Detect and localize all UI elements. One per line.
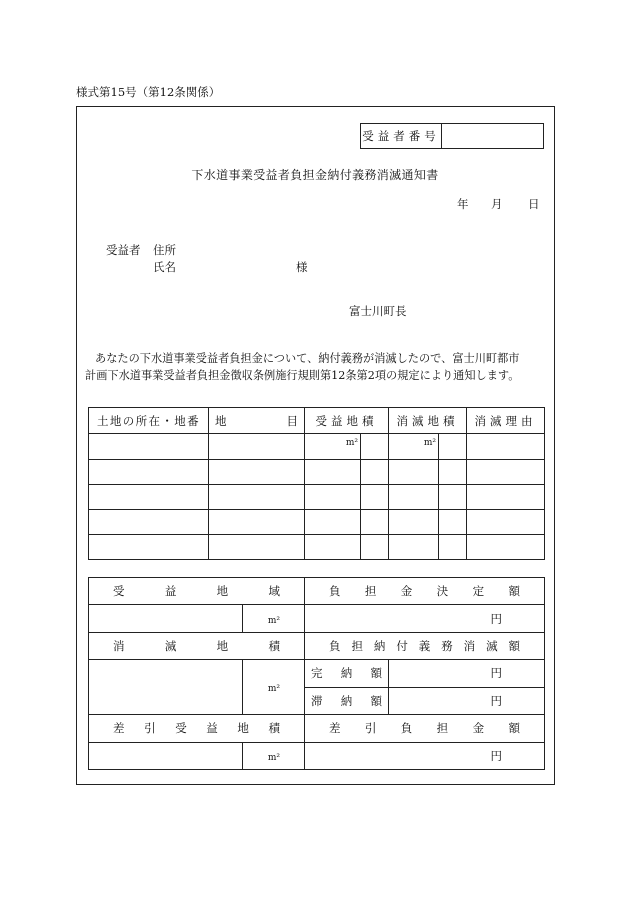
- address-label: 住所: [153, 243, 176, 257]
- label-char: 滅: [486, 639, 498, 654]
- extinct-area-cell[interactable]: [389, 510, 439, 535]
- body-line-2: 計画下水道事業受益者負担金徴収条例施行規則第12条第2項の規定により通知します。: [85, 369, 520, 382]
- label-char: 担: [351, 639, 363, 654]
- table-row: [89, 510, 545, 535]
- unit-area: m²: [267, 752, 280, 763]
- net-amount-cell[interactable]: [305, 742, 545, 769]
- reason-cell[interactable]: [467, 485, 545, 510]
- label-char: 滞: [311, 693, 323, 708]
- unit-area: m²: [267, 615, 280, 626]
- label-char: 負: [329, 584, 341, 599]
- body-line-1: あなたの下水道事業受益者負担金について、納付義務が消滅したので、富士川町都市: [95, 352, 520, 365]
- paid-amount-cell[interactable]: [389, 660, 545, 687]
- extinct-area-decimal-cell[interactable]: [439, 460, 467, 485]
- label-char: 義: [418, 639, 431, 654]
- label-char: 務: [441, 639, 453, 654]
- label-char: 金: [400, 584, 413, 599]
- extinct-area-cell[interactable]: [389, 535, 439, 560]
- unit-area: m²: [345, 438, 358, 448]
- label-char: 地: [216, 584, 229, 599]
- land-table: [88, 407, 545, 560]
- extinct-area-decimal-cell[interactable]: [439, 535, 467, 560]
- extinct-area-cell[interactable]: [389, 460, 439, 485]
- unit-area: m²: [267, 684, 280, 695]
- issuer: 富士川町長: [349, 304, 407, 318]
- label-char: 引: [144, 721, 156, 736]
- label-char: 積: [268, 721, 280, 736]
- benefit-region-cell[interactable]: [89, 605, 243, 632]
- recipient-number-box: [360, 123, 544, 149]
- unit-yen: 円: [490, 693, 502, 708]
- extinct-area-decimal-cell[interactable]: [439, 434, 467, 460]
- label-char: 引: [364, 721, 377, 736]
- location-cell[interactable]: [89, 485, 209, 510]
- decided-amount-cell[interactable]: [305, 605, 545, 632]
- label-char: 額: [508, 639, 520, 654]
- unit-yen: 円: [490, 666, 502, 681]
- form-number: 様式第15号（第12条関係）: [76, 85, 221, 99]
- extinct-area-decimal-cell[interactable]: [439, 485, 467, 510]
- label-char: 消: [113, 639, 125, 654]
- reason-cell[interactable]: [467, 510, 545, 535]
- date-day: 日: [528, 197, 540, 211]
- summary-table: [88, 577, 545, 770]
- label-char: 益: [164, 584, 177, 599]
- benefit-area-decimal-cell[interactable]: [361, 535, 389, 560]
- label-char: 金: [472, 721, 485, 736]
- label-char: 負: [400, 721, 413, 736]
- header-category-left: 地: [215, 413, 227, 428]
- benefit-area-cell[interactable]: [305, 460, 361, 485]
- unit-yen: 円: [490, 611, 502, 626]
- label-char: 差: [329, 721, 341, 736]
- label-char: 負: [329, 639, 341, 654]
- label-char: 地: [216, 639, 229, 654]
- label-char: 完: [311, 666, 323, 681]
- extinct-area-decimal-cell[interactable]: [439, 510, 467, 535]
- label-char: 額: [508, 721, 520, 736]
- label-char: 額: [370, 666, 382, 681]
- arrears-amount-cell[interactable]: [389, 687, 545, 714]
- benefit-area-cell[interactable]: [305, 434, 361, 460]
- label-char: 決: [436, 584, 449, 599]
- label-char: 地: [237, 721, 249, 736]
- label-char: 担: [364, 584, 377, 599]
- recipient-number-label: 受益者番号: [361, 124, 442, 149]
- reason-cell[interactable]: [467, 535, 545, 560]
- reason-cell[interactable]: [467, 434, 545, 460]
- reason-cell[interactable]: [467, 460, 545, 485]
- label-char: 差: [113, 721, 125, 736]
- benefit-region-unit-cell[interactable]: [243, 605, 305, 632]
- label-char: 額: [370, 693, 382, 708]
- label-char: 益: [206, 721, 218, 736]
- benefit-area-cell[interactable]: [305, 535, 361, 560]
- recipient-number-field[interactable]: [442, 124, 544, 149]
- label-char: 積: [268, 639, 280, 654]
- category-cell[interactable]: [209, 510, 305, 535]
- category-cell[interactable]: [209, 434, 305, 460]
- location-cell[interactable]: [89, 460, 209, 485]
- label-benefit-region: [89, 578, 305, 605]
- table-row: [89, 460, 545, 485]
- header-category: [209, 408, 305, 434]
- label-char: 受: [113, 584, 125, 599]
- net-benefit-area-cell[interactable]: [89, 742, 243, 769]
- header-extinct-area: 消滅地積: [389, 408, 467, 434]
- addressee-label: 受益者: [106, 243, 141, 257]
- label-char: 定: [472, 584, 485, 599]
- label-char: 額: [508, 584, 520, 599]
- label-char: 納: [340, 666, 353, 681]
- table-row: [89, 535, 545, 560]
- extinct-area-cell[interactable]: [89, 660, 243, 715]
- table-row: [89, 485, 545, 510]
- label-char: 域: [268, 584, 280, 599]
- benefit-area-cell[interactable]: [305, 485, 361, 510]
- label-net-benefit-area: [89, 715, 305, 742]
- header-benefit-area: 受益地積: [305, 408, 389, 434]
- category-cell[interactable]: [209, 485, 305, 510]
- label-char: 納: [340, 693, 353, 708]
- header-category-right: 目: [286, 413, 298, 428]
- benefit-area-decimal-cell[interactable]: [361, 510, 389, 535]
- label-arrears-amount: [305, 687, 389, 714]
- location-cell[interactable]: [89, 510, 209, 535]
- label-extinct-amount: [305, 632, 545, 659]
- benefit-area-decimal-cell[interactable]: [361, 485, 389, 510]
- net-benefit-area-unit-cell[interactable]: [243, 742, 305, 769]
- label-paid-amount: [305, 660, 389, 687]
- unit-area: m²: [423, 438, 437, 448]
- date-year: 年: [457, 197, 469, 211]
- benefit-area-cell[interactable]: [305, 510, 361, 535]
- location-cell[interactable]: [89, 535, 209, 560]
- extinct-area-unit-cell[interactable]: [243, 660, 305, 715]
- label-char: 担: [436, 721, 449, 736]
- location-cell[interactable]: [89, 434, 209, 460]
- benefit-area-decimal-cell[interactable]: [361, 460, 389, 485]
- name-label: 氏名: [153, 260, 176, 274]
- date-month: 月: [491, 197, 503, 211]
- label-char: 受: [175, 721, 187, 736]
- header-location: 土地の所在・地番: [89, 408, 209, 434]
- benefit-area-decimal-cell[interactable]: [361, 434, 389, 460]
- unit-yen: 円: [490, 748, 502, 763]
- extinct-area-cell[interactable]: [389, 485, 439, 510]
- document-title: 下水道事業受益者負担金納付義務消滅通知書: [191, 168, 439, 182]
- extinct-area-cell[interactable]: [389, 434, 439, 460]
- category-cell[interactable]: [209, 535, 305, 560]
- table-row: [89, 434, 545, 460]
- label-char: 付: [396, 639, 408, 654]
- header-reason: 消滅理由: [467, 408, 545, 434]
- label-net-amount: [305, 715, 545, 742]
- label-char: 滅: [164, 639, 177, 654]
- label-char: 納: [373, 639, 386, 654]
- label-decided-amount: [305, 578, 545, 605]
- label-char: 消: [463, 639, 476, 654]
- category-cell[interactable]: [209, 460, 305, 485]
- honorific: 様: [296, 260, 308, 274]
- label-extinct-area: [89, 632, 305, 659]
